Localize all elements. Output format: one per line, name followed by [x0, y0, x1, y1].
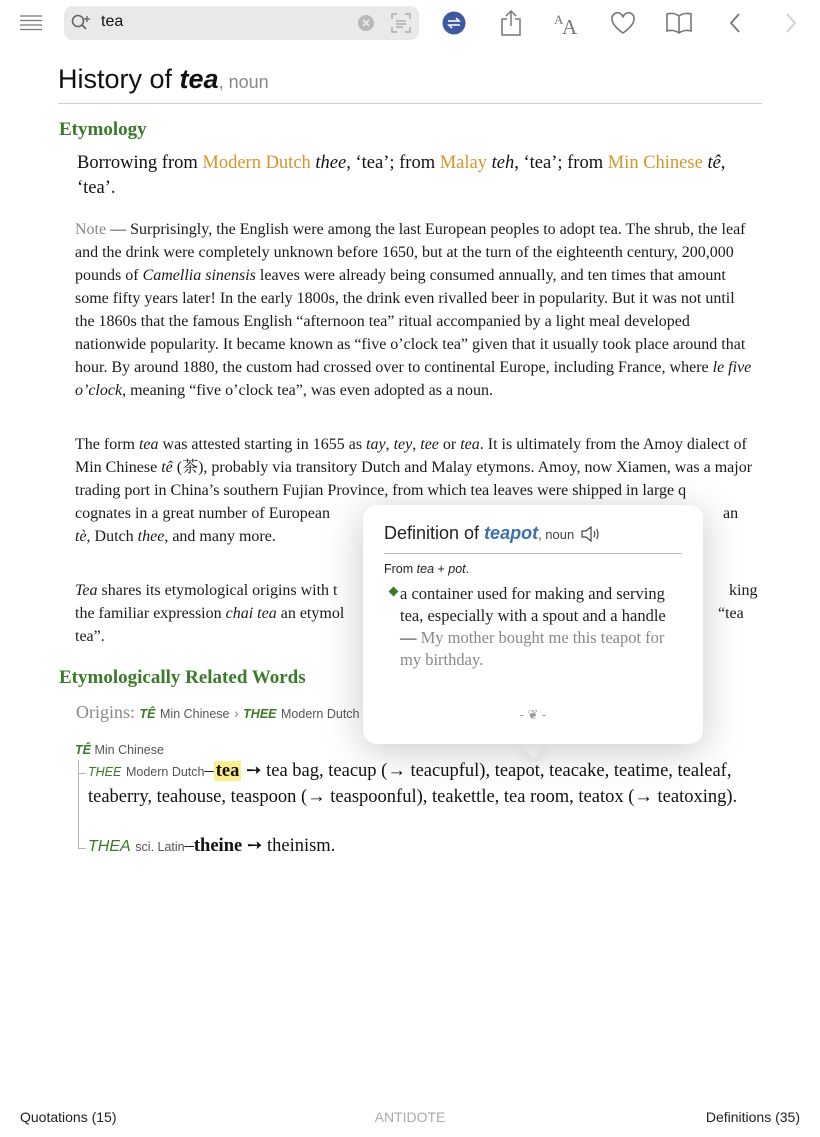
footer	[0, 1109, 820, 1129]
origin-word-thee[interactable]: THEE	[243, 707, 277, 721]
link-modern-dutch[interactable]: Modern Dutch	[202, 153, 311, 173]
page-title: History of tea, noun	[58, 64, 269, 94]
share-icon[interactable]	[494, 6, 528, 40]
definitions-link[interactable]: Definitions (35)	[705, 1109, 800, 1125]
link-min-chinese[interactable]: Min Chinese	[607, 153, 703, 173]
title-divider	[58, 103, 762, 104]
svg-text:A: A	[554, 12, 564, 27]
forward-icon[interactable]	[774, 6, 808, 40]
toolbar	[0, 0, 820, 46]
scan-text-icon[interactable]	[391, 13, 411, 38]
tree-line-thee: THEE Modern Dutch– tea ➙ tea bag, teacup (→ teacupful), teapot, teacake, teatime, tealeaf, teaberry, teahouse, teaspoon (→ teaspoonful), teakettle, tea room, teatox (→ teatoxing).	[88, 761, 738, 807]
origins-breadcrumb: Origins: TÊ Min Chinese › THEE Modern Dutch	[76, 702, 360, 722]
etymology-heading: Etymology	[59, 119, 147, 140]
back-icon[interactable]	[718, 6, 752, 40]
popup-definition: a container used for making and serving tea, especially with a spout and a handle — My mother bought me this teapot for my birthday.	[400, 584, 666, 669]
note-paragraph: Note — Surprisingly, the English were among the last European peoples to adopt tea. The shrub, the leaf and the drink were completely unknown before 1650, but at the turn of the eighteenth century, 200,000 pounds of Camellia sinensis leaves were already being consumed annually, and ten times that amount some fifty years later! In the early 1800s, the drink even rivalled beer in popularity. But it was not until the 1860s that the famous English “afternoon tea” ritual accompanied by a light meal developed nationwide popularity. It became known as “five o’clock tea” given that it usually took place around that hour. By around 1880, the custom had crossed over to continental Europe, including France, where le five o’clock, meaning “five o’clock tea”, was even adopted as a noun.	[75, 221, 752, 399]
tree-root: TÊ Min Chinese	[75, 743, 164, 757]
app-name: ANTIDOTE	[374, 1109, 446, 1125]
favorite-icon[interactable]	[606, 6, 640, 40]
definition-popup[interactable]	[363, 505, 703, 744]
quotations-link[interactable]: Quotations (15)	[20, 1109, 117, 1125]
tree-branch	[78, 773, 86, 774]
text-size-icon[interactable]	[550, 6, 584, 40]
form-paragraph: The form tea was attested starting in 1655 as tay, tey, tee or tea. It is ultimately from the Amoy dialect of Min Chinese tê (茶), probably via transitory Dutch and Malay etymons. Amoy, now Xiamen, was a major trading port in China’s southern Fujian Province, from which tea leaves were shipped in large q cognates in a great number of European an tè, Dutch thee, and many more.	[75, 436, 753, 545]
origin-word-te[interactable]: TÊ	[139, 707, 156, 721]
menu-icon[interactable]	[14, 6, 48, 40]
diamond-bullet-icon	[389, 587, 399, 597]
book-icon[interactable]	[662, 6, 696, 40]
link-malay[interactable]: Malay	[439, 153, 487, 173]
related-words-heading: Etymologically Related Words	[59, 667, 306, 688]
svg-text:A: A	[562, 15, 578, 36]
swap-language-icon[interactable]	[437, 6, 471, 40]
shares-paragraph: Tea shares its etymological origins with t king the familiar expression chai tea an etymol “tea tea”.	[75, 582, 758, 645]
popup-etymology: From tea + pot.	[384, 562, 470, 576]
headword-tea[interactable]: tea	[215, 761, 240, 781]
search-icon	[70, 13, 92, 38]
popup-divider	[384, 553, 682, 554]
popup-title: Definition of teapot, noun	[384, 523, 601, 547]
tree-line-thea: THEA sci. Latin–theine ➙ theinism.	[88, 836, 336, 856]
tree-branch	[78, 848, 86, 849]
search-field[interactable]	[64, 6, 419, 40]
search-input[interactable]: tea	[101, 13, 124, 30]
popup-ornament: - ❦ -	[519, 707, 547, 722]
speaker-icon[interactable]	[581, 526, 601, 547]
arrow-icon: ➙	[246, 836, 263, 856]
etymology-text: Borrowing from Modern Dutch thee, ‘tea’; from Malay teh, ‘tea’; from Min Chinese tê, ‘tea’.	[77, 153, 726, 198]
clear-icon[interactable]	[357, 14, 375, 37]
arrow-icon: ➙	[245, 761, 262, 781]
chevron-right-icon: ›	[233, 705, 239, 721]
headword-theine[interactable]: theine	[193, 836, 243, 856]
